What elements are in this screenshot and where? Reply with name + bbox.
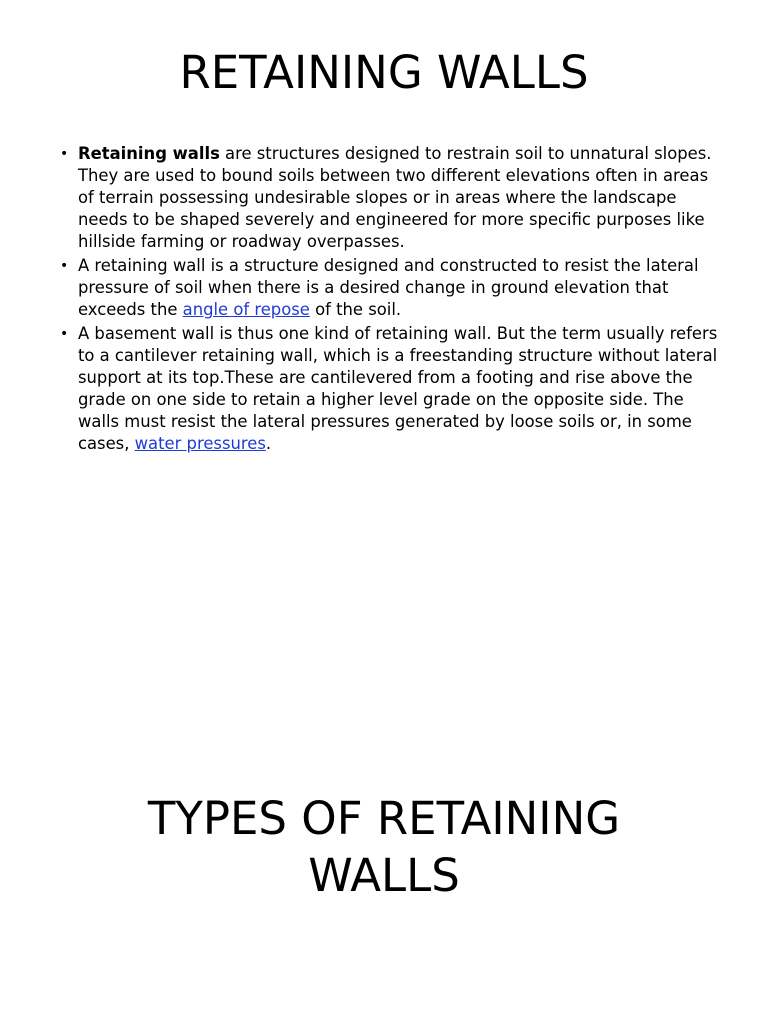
bold-term: Retaining walls [78,144,220,163]
bullet-text: A retaining wall is a structure designed and constructed to resist the lateral pressure of soil when there is a desired change in ground elevation that exceeds the [78,256,699,319]
bullet-dot-icon: • [60,258,69,274]
bullet-text: A basement wall is thus one kind of retaining wall. But the term usually refers to a cantilever retaining wall, which is a freestanding structure without lateral support at its top.These are cantilevered from a footing and rise above the grade on one side to retain a higher level grade on the opposite side. The walls must resist the lateral pressures generated by loose soils or, in some cases, [78,324,718,453]
bullet-dot-icon: • [60,326,69,342]
angle-of-repose-link[interactable]: angle of repose [182,300,310,319]
bullet-dot-icon: • [60,146,69,162]
water-pressures-link[interactable]: water pressures [134,434,266,453]
bullet-item-structure [60,255,720,321]
section-title-line1: TYPES OF RETAINING [147,792,621,845]
bullet-text: . [265,434,272,453]
slide-title: RETAINING WALLS [179,46,589,99]
bullet-list [60,143,720,457]
bullet-text: of the soil. [309,300,402,319]
bullet-item-basement [60,323,720,455]
bullet-item-definition [60,143,720,253]
bullet-text: are structures designed to restrain soil to unnatural slopes. They are used to bound soils between two different elevations often in areas of terrain possessing undesirable slopes or in areas where the landscape needs to be shaped severely and engineered for more specific purposes like hillside farming or roadway overpasses. [78,144,712,251]
section-title-line2: WALLS [308,849,460,902]
section-title [0,790,768,904]
